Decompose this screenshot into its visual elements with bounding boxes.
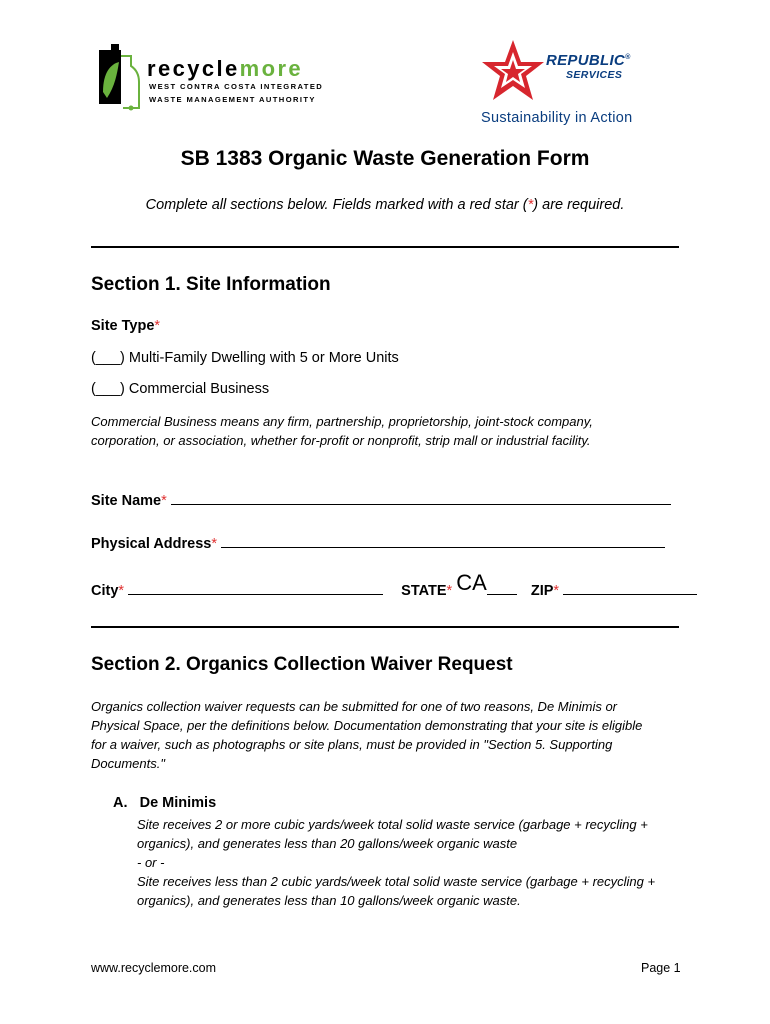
footer-page-number: Page 1 bbox=[641, 961, 681, 975]
section1-title: Section 1. Site Information bbox=[91, 274, 331, 295]
form-title: SB 1383 Organic Waste Generation Form bbox=[180, 147, 590, 170]
site-name-input[interactable] bbox=[171, 490, 671, 505]
physical-address-input[interactable] bbox=[221, 533, 665, 548]
republic-services-logo bbox=[478, 38, 678, 130]
form-instructions: Complete all sections below. Fields marked with a red star (*) are required. bbox=[145, 197, 625, 213]
recyclemore-logo bbox=[97, 42, 327, 112]
site-name-row: Site Name* bbox=[91, 490, 671, 509]
logo-subtitle-line2: WASTE MANAGEMENT AUTHORITY bbox=[149, 95, 316, 104]
zip-input[interactable] bbox=[563, 580, 697, 595]
site-type-option-multifamily[interactable]: (___) Multi-Family Dwelling with 5 or More Units bbox=[91, 350, 399, 366]
republic-name: REPUBLIC® bbox=[546, 52, 631, 69]
republic-star-icon bbox=[480, 38, 546, 106]
de-minimis-heading: A. De Minimis bbox=[113, 795, 217, 811]
logo-subtitle-line1: WEST CONTRA COSTA INTEGRATED bbox=[149, 82, 324, 91]
recyclemore-bottle-icon bbox=[97, 42, 145, 112]
option-blank[interactable]: (___) bbox=[91, 381, 125, 397]
divider bbox=[91, 246, 679, 248]
recyclemore-wordmark: recyclemore bbox=[147, 56, 304, 81]
city-state-zip-row: City* STATE* CA ZIP* bbox=[91, 575, 697, 601]
commercial-business-definition: Commercial Business means any firm, partnership, proprietorship, joint-stock company, corporation, or association, whether for-profit or nonprofit, strip mall or industrial facility. bbox=[91, 414, 593, 448]
section2-title: Section 2. Organics Collection Waiver Request bbox=[91, 654, 513, 675]
republic-tagline: Sustainability in Action bbox=[481, 110, 633, 126]
footer-website: www.recyclemore.com bbox=[91, 961, 217, 975]
state-value[interactable]: CA bbox=[456, 570, 487, 595]
state-input[interactable] bbox=[487, 580, 517, 595]
required-star: * bbox=[527, 197, 534, 213]
site-type-label: Site Type* bbox=[91, 318, 161, 334]
divider bbox=[91, 626, 679, 628]
republic-services: SERVICES bbox=[566, 69, 623, 81]
option-blank[interactable]: (___) bbox=[91, 350, 125, 366]
physical-address-row: Physical Address* bbox=[91, 533, 665, 552]
waiver-intro: Organics collection waiver requests can be submitted for one of two reasons, De Minimis or Physical Space, per the definitions below. Documentation demonstrating that your site is eligible for a waiver, such as photographs or site plans, must be provided in "Section 5. Supporting Documents." bbox=[91, 699, 643, 771]
de-minimis-description: Site receives 2 or more cubic yards/week total solid waste service (garbage + recycling + organics), and generates less than 20 gallons/week organic waste - or - Site receives less than 2 cubic yards/week total solid waste service (garbage + recycling + organics), and generates less than 10 gallons/week organic waste. bbox=[137, 817, 656, 908]
site-type-option-commercial[interactable]: (___) Commercial Business bbox=[91, 381, 270, 397]
city-input[interactable] bbox=[128, 580, 383, 595]
